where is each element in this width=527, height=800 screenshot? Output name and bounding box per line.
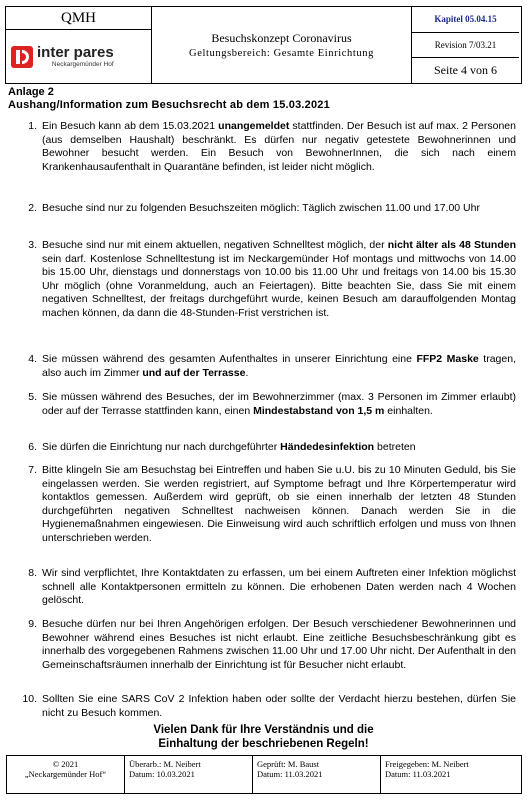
footer-checked: Geprüft: M. Baust Datum: 11.03.2021 [253,756,381,793]
logo-subtitle: Neckargemünder Hof [51,61,114,68]
thanks-line-1: Vielen Dank für Ihre Verständnis und die [153,724,374,736]
document-title: Besuchskonzept Coronavirus [211,31,352,45]
list-item: 3. Besuche sind nur mit einem aktuellen, negativen Schnelltest möglich, der nicht älter als 48 Stunden sein darf. Kostenlose Schnelltestung ist im Neckargemünder Hof montags und mittwochs von 14.00 bis 15.00 Uhr, dienstags und donnerstags von 10.00 bis 11.00 Uhr und freitags von 14.00 bis 15.30 Uhr möglich (ohne Voranmeldung, auch an Feiertagen). Bitte beachten Sie, dass Sie mit einem negativen Schnelltest, der freitags durchgeführt wurde, keinen Besuch am darauffolgenden Montag machen können, da dann die 48-Stunden-Frist verstrichen ist. [28,239,516,319]
thanks-line-2: Einhaltung der beschriebenen Regeln! [158,738,369,750]
qmh-label: QMH [6,7,151,30]
section-heading: Aushang/Information zum Besuchsrecht ab dem 15.03.2021 [8,99,330,111]
header-title-cell [152,7,412,83]
document-header [5,6,522,84]
document-footer [6,755,522,794]
page-number: Seite 4 von 6 [434,63,497,78]
footer-copyright: © 2021 „Neckargemünder Hof“ [7,756,125,793]
anlage-heading: Anlage 2 [8,86,54,98]
footer-revised: Überarb.: M. Neibert Datum: 10.03.2021 [125,756,253,793]
kapitel-label: Kapitel 05.04.15 [434,14,497,25]
list-item: 5. Sie müssen während des Besuches, der im Bewohnerzimmer (max. 3 Personen im Zimmer erlaubt) oder auf der Terrasse stattfinden kann, einen Mindestabstand von 1,5 m einhalten. [28,391,516,417]
logo-mark-icon [11,46,33,68]
logo-name: inter pares [37,44,114,61]
list-item: 1. Ein Besuch kann ab dem 15.03.2021 unangemeldet stattfinden. Der Besuch ist auf max. 2 Personen (aus demselben Haushalt) beschränkt. Es dürfen nur negativ getestete Bewohnerinnen und Bewohner besucht werden. Ein Besuch von BewohnerInnen, die sich nach einem Krankenhausaufenthalt in Quarantäne befinden, ist leider nicht möglich. [28,120,516,173]
thank-you-note [0,723,527,751]
list-item: 4. Sie müssen während des gesamten Aufenthaltes in unserer Einrichtung eine FFP2 Maske tragen, also auch im Zimmer und auf der Terrasse. [28,353,516,379]
footer-approved: Freigegeben: M. Neibert Datum: 11.03.2021 [385,759,469,779]
document-scope: Geltungsbereich: Gesamte Einrichtung [189,48,374,59]
header-left-cell [6,7,152,83]
header-meta-cell [412,7,519,83]
company-logo [6,30,151,83]
list-item: 6. Sie dürfen die Einrichtung nur nach durchgeführter Händedesinfektion betreten [28,441,416,453]
list-item: 2. Besuche sind nur zu folgenden Besuchszeiten möglich: Täglich zwischen 11.00 und 17.00 Uhr [28,202,480,214]
list-item: 10. Sollten Sie eine SARS CoV 2 Infektion haben oder sollte der Verdacht hierzu bestehen, dürfen Sie nicht zu Besuch kommen. [22,693,516,719]
revision-label: Revision 7/03.21 [434,40,497,50]
list-item: 7. Bitte klingeln Sie am Besuchstag bei Eintreffen und haben Sie u.U. bis zu 10 Minuten Geduld, bis Sie eingelassen werden. Sie werden registriert, auf Symptome befragt und Ihre Körpertemperatur wird kontaktlos gemessen. Außerdem wird geprüft, ob sie einen innerhalb der letzten 48 Stunden durchgeführten negativen Schnelltest nachweisen können. Danach werden Sie in die Hygienemaßnahmen eingewiesen. Die Einweisung wird auch schriftlich erfolgen und muss von Ihnen unterschrieben werden. [28,464,516,544]
list-item: 9. Besuche dürfen nur bei Ihren Angehörigen erfolgen. Der Besuch verschiedener Bewohnerinnen und Bewohner während eines Besuches ist nicht erlaubt. Eine zeitliche Besuchsbeschränkung gibt es innerhalb des vorgegebenen Rahmens zwischen 11.00 Uhr und 17.00 Uhr nicht. Der Aufenthalt in den Gemeinschaftsräumen innerhalb der Einrichtung ist für Besucher nicht erlaubt. [28,618,516,671]
list-item: 8. Wir sind verpflichtet, Ihre Kontaktdaten zu erfassen, um bei einem Auftreten einer Infektion möglichst schnell alle Kontaktpersonen ermitteln zu können. Die erhobenen Daten werden nach 4 Wochen gelöscht. [28,567,516,607]
